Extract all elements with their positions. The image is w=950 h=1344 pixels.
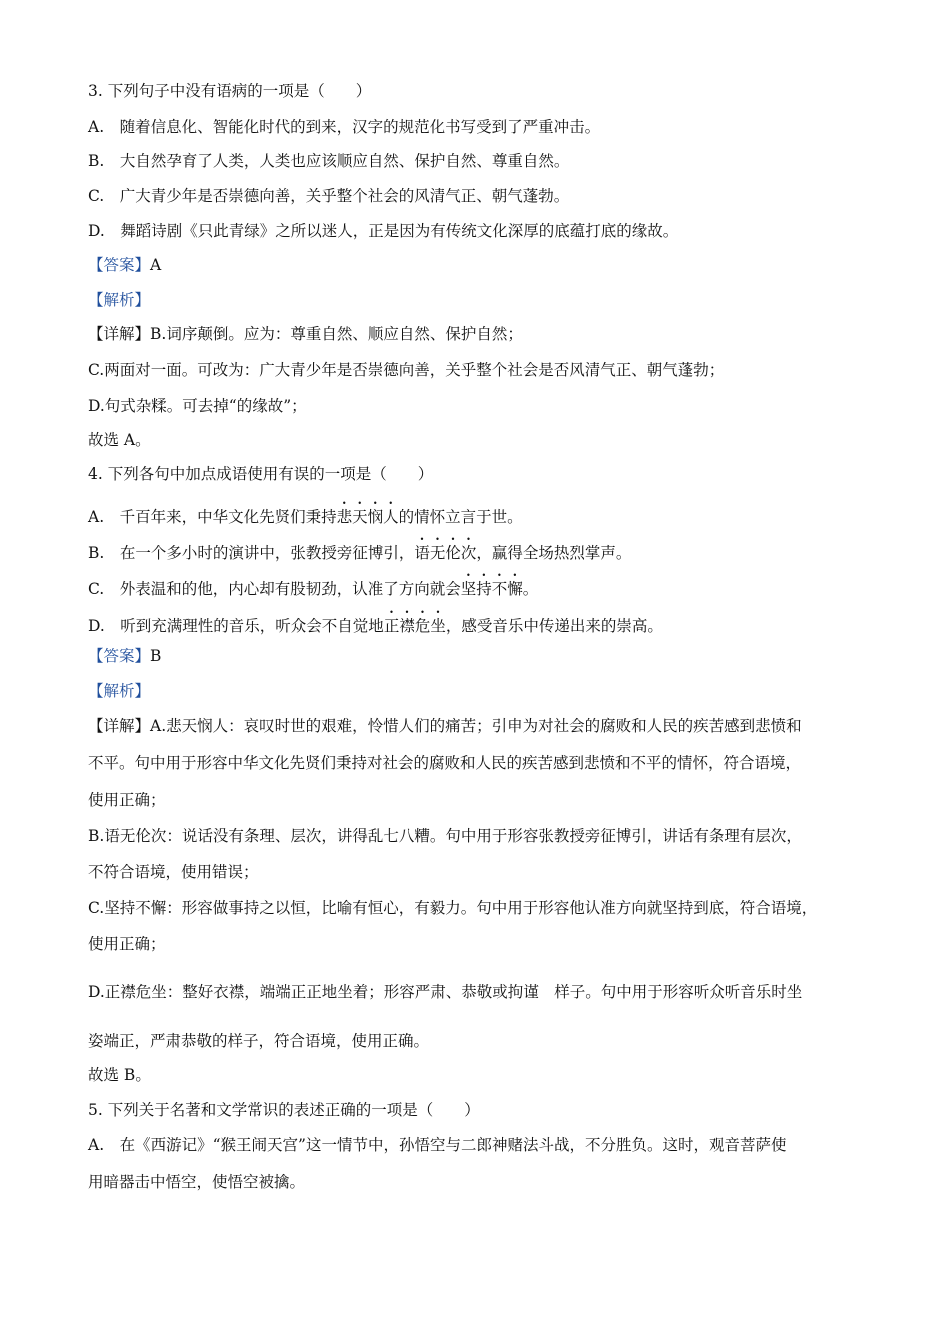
q4-detail-8: 姿端正，严肃恭敬的样子，符合语境，使用正确。	[88, 1032, 430, 1050]
q3-option-c: C. 广大青少年是否崇德向善，关乎整个社会的风清气正、朝气蓬勃。	[88, 187, 570, 205]
q3-detail-tag: 【详解】	[88, 325, 151, 343]
q4-analysis-tag	[88, 680, 150, 702]
q3-answer	[88, 254, 161, 276]
q5-stem: 5. 下列关于名著和文学常识的表述正确的一项是（ ）	[88, 1101, 480, 1119]
q4-option-b-pre: B. 在一个多小时的演讲中，张教授旁征博引，	[88, 544, 415, 562]
q3-option-b: B. 大自然孕育了人类，人类也应该顺应自然、保护自然、尊重自然。	[88, 152, 570, 170]
q4-detail-0	[88, 715, 802, 737]
q3-detail-text: B.词序颠倒。应为：尊重自然、顺应自然、保护自然；	[150, 325, 523, 343]
q3-detail-2: D.句式杂糅。可去掉“的缘故”；	[88, 397, 307, 415]
q4-option-c	[88, 571, 538, 600]
q4-option-c-idiom: 坚持不懈	[460, 580, 523, 598]
q3-option-d: D. 舞蹈诗剧《只此青绿》之所以迷人，正是因为有传统文化深厚的底蕴打底的缘故。	[88, 222, 679, 240]
q4-detail-3: B.语无伦次：说话没有条理、层次，讲得乱七八糟。句中用于形容张教授旁征博引，讲话有条理有层次，	[88, 827, 802, 845]
q4-option-a-idiom: 悲天悯人	[336, 508, 399, 526]
q4-answer	[88, 645, 161, 667]
q3-analysis-label: 【解析】	[88, 291, 151, 309]
q5-option-a-line2: 用暗器击中悟空，使悟空被擒。	[88, 1173, 306, 1191]
q3-detail-1: C.两面对一面。可改为：广大青少年是否崇德向善，关乎整个社会是否风清气正、朝气蓬勃；	[88, 361, 725, 379]
q4-option-c-pre: C. 外表温和的他，内心却有股韧劲，认准了方向就会	[88, 580, 461, 598]
q4-detail-2: 使用正确；	[88, 791, 166, 809]
q4-detail-6: 使用正确；	[88, 935, 166, 953]
q4-detail-5: C.坚持不懈：形容做事持之以恒，比喻有恒心，有毅力。句中用于形容他认准方向就坚持到底，符合语境，	[88, 899, 818, 917]
q3-detail-3: 故选 A。	[88, 431, 151, 449]
q4-detail-7: D.正襟危坐：整好衣襟，端端正正地坐着；形容严肃、恭敬或拘谨 样子。句中用于形容听众听音乐时坐	[88, 983, 803, 1001]
q3-answer-tag: 【答案】	[88, 256, 151, 274]
q3-answer-value: A	[150, 256, 162, 274]
q4-analysis-label: 【解析】	[88, 682, 151, 700]
q4-detail-4: 不符合语境，使用错误；	[88, 863, 259, 881]
q4-option-b-post: ，赢得全场热烈掌声。	[476, 544, 632, 562]
q4-option-d-pre: D. 听到充满理性的音乐，听众会不自觉地	[88, 617, 384, 635]
q4-detail-tag: 【详解】	[88, 717, 151, 735]
q3-detail-0	[88, 323, 523, 345]
q5-option-a-line1: A. 在《西游记》“猴王闹天宫”这一情节中，孙悟空与二郎神赌法斗战，不分胜负。这时，观音菩萨使	[88, 1136, 787, 1154]
q3-option-a: A. 随着信息化、智能化时代的到来，汉字的规范化书写受到了严重冲击。	[88, 118, 601, 136]
q4-answer-tag: 【答案】	[88, 647, 151, 665]
q4-option-d-post: ，感受音乐中传递出来的崇高。	[445, 617, 663, 635]
q4-detail-9: 故选 B。	[88, 1066, 151, 1084]
q4-detail-text: A.悲天悯人：哀叹时世的艰难，怜惜人们的痛苦；引申为对社会的腐败和人民的疾苦感到悲愤和	[150, 717, 802, 735]
q4-option-a-post: 的情怀立言于世。	[398, 508, 523, 526]
q4-detail-1: 不平。句中用于形容中华文化先贤们秉持对社会的腐败和人民的疾苦感到悲愤和不平的情怀，符合语境，	[88, 754, 802, 772]
q4-answer-value: B	[150, 647, 162, 665]
q4-option-b	[88, 535, 631, 564]
q4-option-a	[88, 499, 523, 528]
q4-option-c-post: 。	[522, 580, 539, 598]
q3-analysis-tag	[88, 289, 150, 311]
q4-option-d-idiom: 正襟危坐	[383, 617, 446, 635]
q4-option-a-pre: A. 千百年来，中华文化先贤们秉持	[88, 508, 337, 526]
q3-stem: 3. 下列句子中没有语病的一项是（ ）	[88, 82, 372, 100]
q4-stem: 4. 下列各句中加点成语使用有误的一项是（ ）	[88, 465, 434, 483]
q4-option-b-idiom: 语无伦次	[414, 544, 477, 562]
q4-option-d	[88, 608, 663, 637]
